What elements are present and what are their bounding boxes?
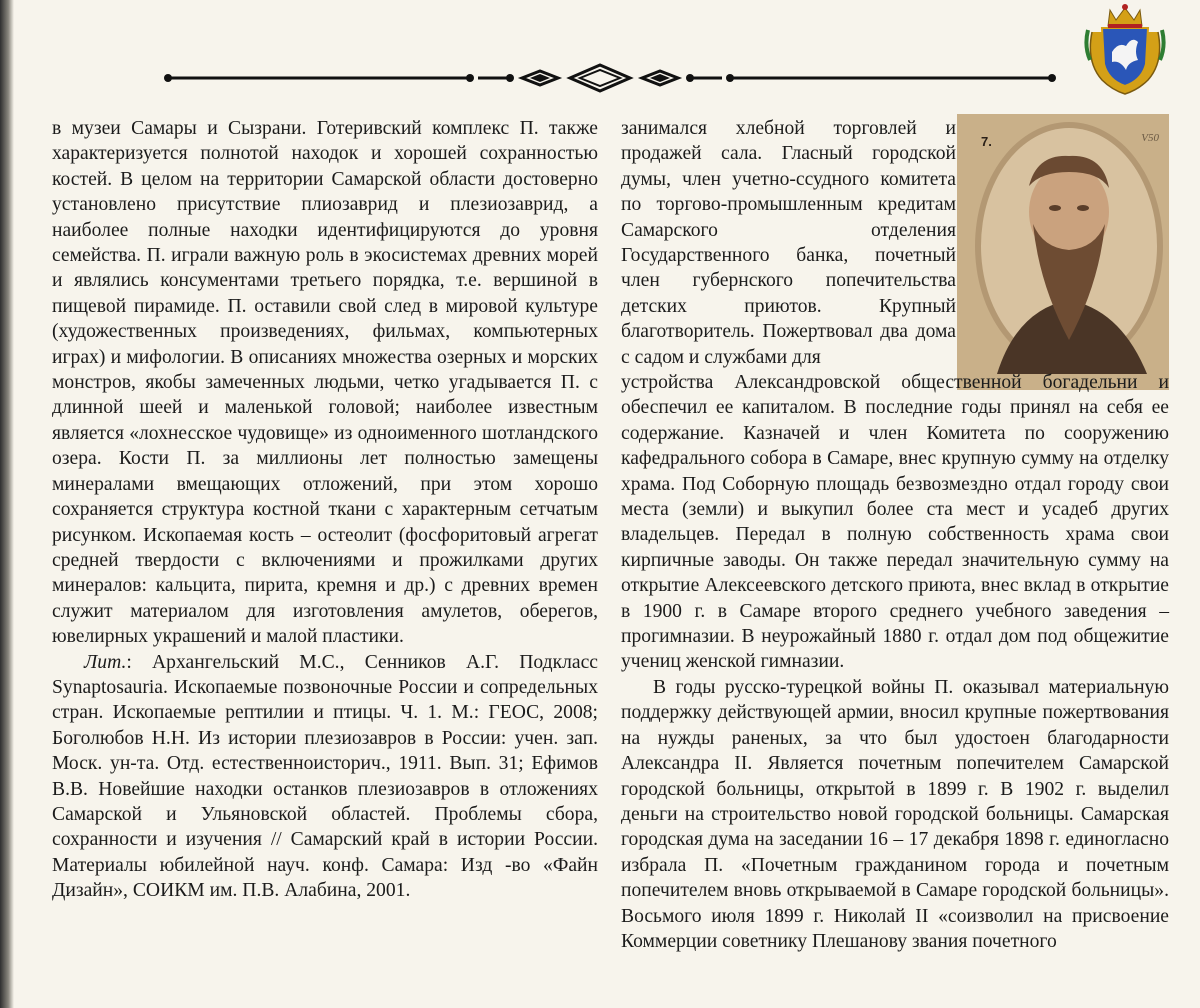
page-binding-shadow (0, 0, 14, 1008)
right-column-top (621, 116, 956, 370)
photo-number: 7. (981, 134, 992, 149)
photo-corner-note: V50 (1141, 132, 1159, 144)
samara-coat-of-arms-icon (1082, 2, 1168, 98)
ornament-divider (160, 58, 1060, 98)
right-paragraph-war: В годы русско-турецкой войны П. оказывал материальную поддержку действующей армии, вносил крупные пожертвования на нужды раненых, за что был удостоен благодарности Александра II. Является почетным попечителем Самарской городской больницы, открытой в 1899 г. В 1902 г. выделил деньги на строительство новой городской больницы. Самарская городская дума на заседании 16 – 17 декабря 1898 г. единогласно избрала П. «Почетным гражданином города и почетным попечителем вновь открываемой в Самаре городской больницы». Восьмого июля 1899 г. Николай II «соизволил на присвоение Коммерции советнику Плешанову звания почетного (621, 676, 1169, 952)
literature-paragraph (52, 650, 598, 904)
portrait-image (957, 114, 1169, 390)
left-paragraph-plesiosaurs: в музеи Самары и Сызрани. Готеривский комплекс П. также характеризуется полнотой находок и хорошей сохранностью костей. В целом на территории Самарской области достоверно установлено присутствие плиозаврид и плезиозаврид, а наиболее полные находки идентифицируются до уровня семейства. П. играли важную роль в экосистемах древних морей и являлись консументами третьего порядка, т.е. вершиной в пищевой пирамиде. П. оставили свой след в мировой культуре (художественных произведениях, фильмах, компьютерных играх) и мифологии. В описаниях множества озерных и морских монстров, якобы замеченных людьми, четко угадывается П. с длинной шеей и маленькой головой; наиболее известным является «лохнесское чудовище» из одноименного шотландского озера. Кости П. за миллионы лет полностью замещены минералами вмещающих отложений, при этом хорошо сохраняется структура костной ткани с характерным сетчатым рисунком. Ископаемая кость – остеолит (фосфоритовый агрегат средней твердости с включениями и прожилками других минералов: кальцита, пирита, кремня и др.) с древних времен служит материалом для изготовления амулетов, оберегов, ювелирных украшений и малой пластики. (52, 118, 598, 648)
portrait-photo (957, 114, 1169, 390)
right-paragraph-top: занимался хлебной торговлей и продажей сала. Гласный городской думы, член учетно-ссудного комитета по торгово-промышленным кредитам Самарского отделения Государственного банка, почетный член губернского попечительства детских приютов. Крупный благотворитель. Пожертвовал два дома с садом и службами для (621, 118, 956, 368)
literature-label: Лит. (84, 651, 127, 673)
right-column (621, 370, 1169, 954)
left-column (52, 116, 598, 904)
literature-text: : Архангельский М.С., Сенников А.Г. Подкласс Synaptosauria. Ископаемые позвоночные России и сопредельных стран. Ископаемые рептилии и птицы. Ч. 1. М.: ГЕОС, 2008; Боголюбов Н.Н. Из истории плезиозавров в России: учен. зап. Моск. ун-та. Отд. естественноисторич., 1911. Вып. 31; Ефимов В.В. Новейшие находки останков плезиозавров в отложениях Самарской и Ульяновской областей. Проблемы сбора, сохранности и изучения // Самарский край в истории России. Материалы юбилейной науч. конф. Самара: Изд -во «Файн Дизайн», СОИКМ им. П.В. Алабина, 2001. (52, 651, 598, 902)
right-paragraph-continued: устройства Александровской общественной богадельни и обеспечил ее капиталом. В последние годы принял на себя ее содержание. Казначей и член Комитета по сооружению кафедрального собора в Самаре, внес крупную сумму на отделку храма. Под Соборную площадь безвозмездно отдал городу свои места (земли) и выкупил более ста мест и усадеб других владельцев. Передал в полную собственность храма свои кирпичные заводы. Он также передал значительную сумму на открытие Алексеевского детского приюта, внес вклад в открытие в 1900 г. в Самаре второго среднего учебного заведения – прогимназии. В неурожайный 1880 г. отдал дом под общежитие учениц женской гимназии. (621, 372, 1169, 673)
